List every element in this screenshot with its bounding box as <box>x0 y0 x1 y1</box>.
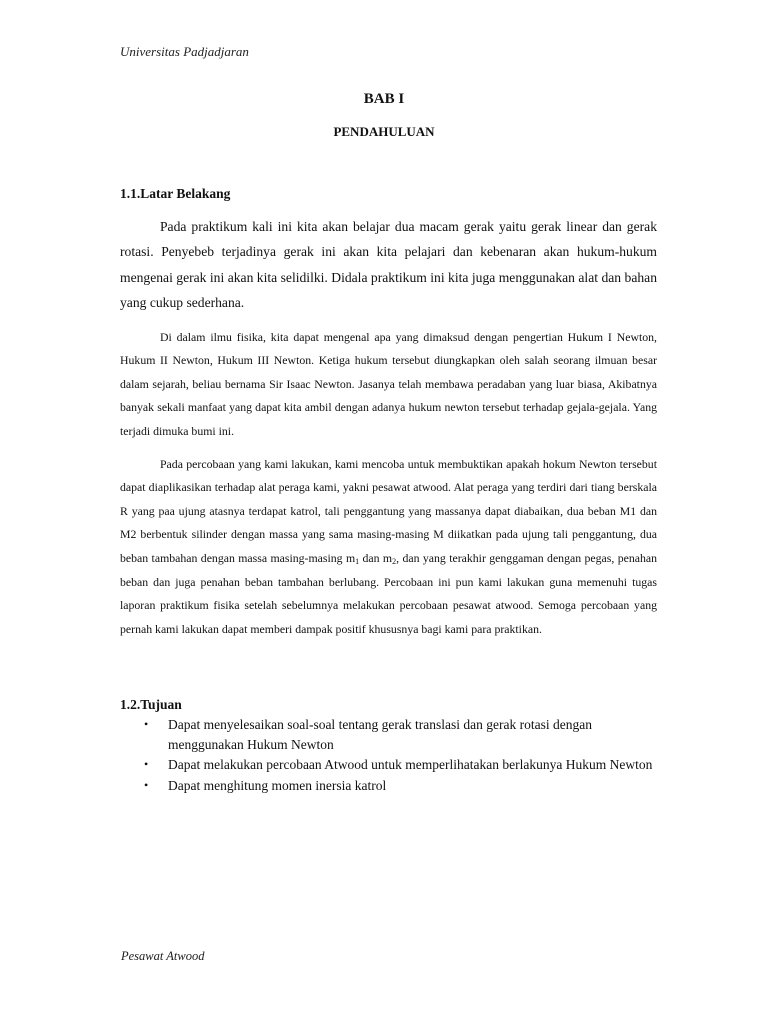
paragraph-newton-laws <box>120 326 657 443</box>
bullet-dot-icon: • <box>144 757 149 771</box>
paragraph-experiment-text-1: Pada percobaan yang kami lakukan, kami mencoba untuk membuktikan apakah hokum Newton tersebut dapat diaplikasikan terhadap alat peraga kami, yakni pesawat atwood. Alat peraga yang terdiri dari tiang berskala R yang paa ujung atasnya terdapat katrol, tali penggantung yang massanya dapat diabaikan, dua beban M1 dan M2 berbentuk silinder dengan massa yang sama masing-masing M diikatkan pada ujung tali penggantung, dua beban tambahan dengan massa masing-masing m <box>120 457 657 565</box>
list-item <box>120 755 657 775</box>
subscript-2: 2 <box>392 556 397 566</box>
list-item <box>120 776 657 796</box>
paragraph-experiment-text-3: , dan yang terakhir genggaman dengan pegas, penahan beban dan juga penahan beban tambahan berlubang. Percobaan ini pun kami lakukan guna memenuhi tugas laporan praktikum fisika setelah sebelumnya melakukan percobaan pesawat atwood. Semoga percobaan yang pernah kami lakukan dapat memberi dampak positif khususnya bagi kami para praktikan. <box>120 550 657 636</box>
list-item-text: Dapat melakukan percobaan Atwood untuk memperlihatakan berlakunya Hukum Newton <box>168 757 653 772</box>
bullet-dot-icon: • <box>144 777 149 792</box>
paragraph-newton-laws-text: Di dalam ilmu fisika, kita dapat mengenal apa yang dimaksud dengan pengertian Hukum I Newton, Hukum II Newton, Hukum III Newton. Ketiga hukum tersebut diungkapkan oleh salah seorang ilmuan besar dalam sejarah, beliau bernama Sir Isaac Newton. Jasanya telah membawa peradaban yang luar biasa, Akibatnya banyak sekali manfaat yang dapat kita ambil dengan adanya hukum newton tersebut terhadap gejala-gejala. Yang terjadi dimuka bumi ini. <box>120 330 657 438</box>
objectives-list <box>120 715 657 796</box>
subscript-1: 1 <box>355 556 360 566</box>
list-item-text: Dapat menghitung momen inersia katrol <box>168 777 387 793</box>
list-item-text: Dapat menyelesaikan soal-soal tentang gerak translasi dan gerak rotasi dengan menggunakan Hukum Newton <box>168 717 592 752</box>
section-heading-latar-belakang: 1.1.Latar Belakang <box>120 186 231 201</box>
section-heading-tujuan: 1.2.Tujuan <box>120 697 182 712</box>
page-header: Universitas Padjadjaran <box>120 44 249 59</box>
page-footer: Pesawat Atwood <box>121 949 205 963</box>
paragraph-experiment <box>120 453 657 641</box>
chapter-subtitle: PENDAHULUAN <box>333 124 435 139</box>
paragraph-experiment-text-2: dan m <box>359 550 393 565</box>
list-item <box>120 715 657 754</box>
paragraph-intro-text: Pada praktikum kali ini kita akan belajar dua macam gerak yaitu gerak linear dan gerak rotasi. Penyebeb terjadinya gerak ini akan kita pelajari dan kebenaran akan hukum-hukum mengenai gerak ini akan kita selidilki. Didala praktikum ini kita juga menggunakan alat dan bahan yang cukup sederhana. <box>120 219 657 310</box>
bullet-dot-icon: • <box>144 717 149 731</box>
paragraph-intro <box>120 214 657 315</box>
chapter-title: BAB I <box>363 91 405 107</box>
